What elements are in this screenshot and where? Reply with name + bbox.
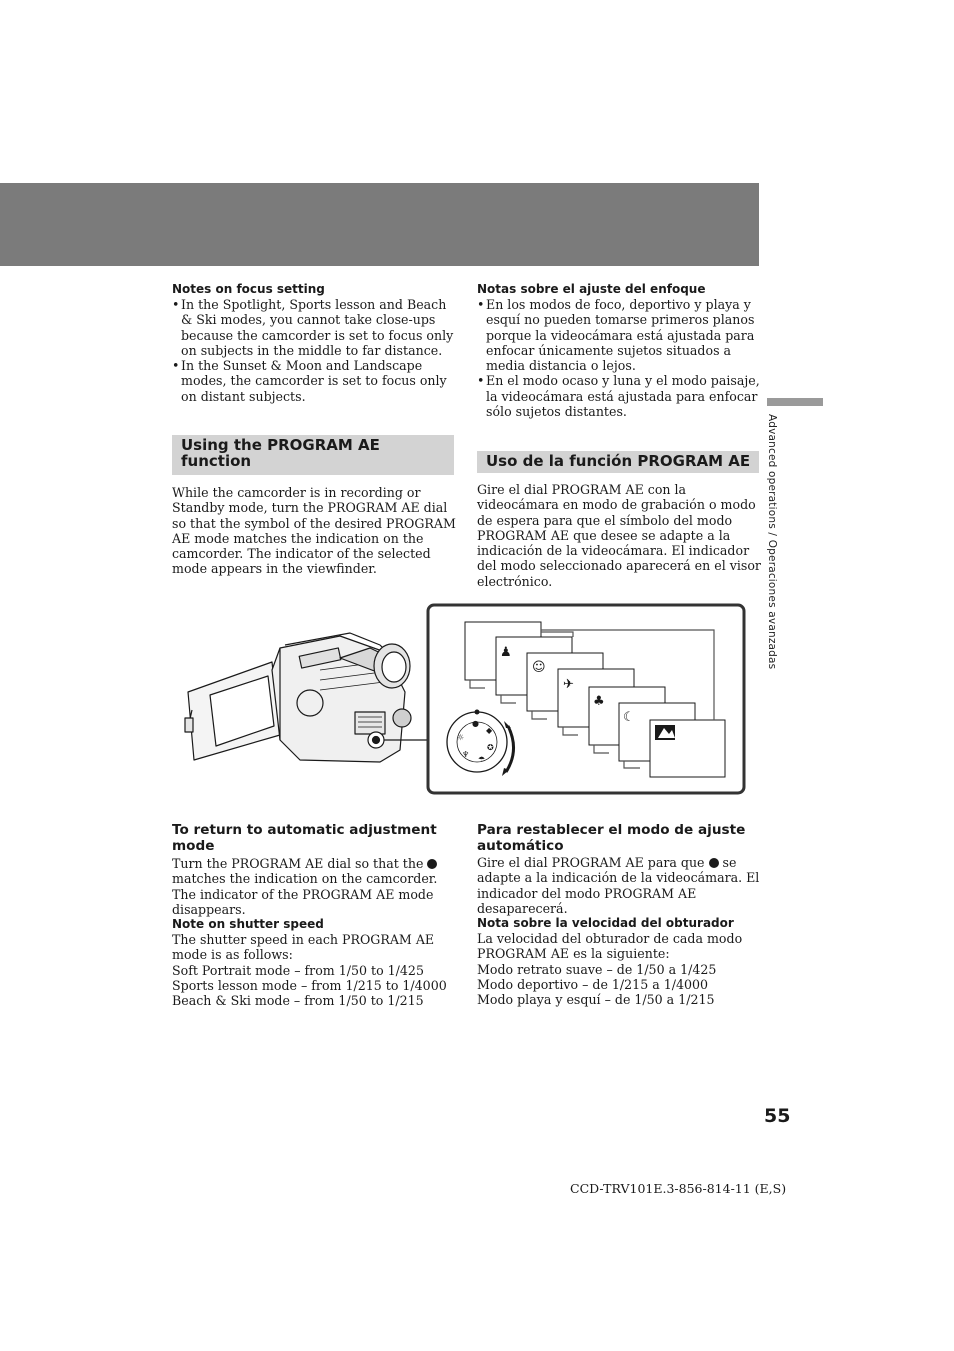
svg-text:♆: ♆	[462, 750, 470, 759]
en-shutter-line: Beach & Ski mode – from 1/50 to 1/215	[172, 993, 424, 1009]
es-focus-notes	[477, 282, 762, 419]
en-focus-note-1: • In the Spotlight, Sports lesson and Beach & Ski modes, you cannot take close-ups because the camcorder is set to focus only on subjects in the middle to far distance.	[172, 297, 456, 358]
svg-text:♟: ♟	[500, 645, 512, 660]
svg-text:✈: ✈	[563, 677, 574, 692]
svg-text:☼: ☼	[457, 733, 465, 742]
en-focus-notes	[172, 282, 456, 404]
en-shutter-note	[172, 917, 456, 1008]
en-shutter-line: Sports lesson mode – from 1/215 to 1/4000	[172, 977, 447, 993]
es-section-body: Gire el dial PROGRAM AE con la videocámara en modo de grabación o modo de espera para que el símbolo del modo PROGRAM AE que desee se adapte a la indicación de la videocámara. El indicador del modo seleccionado aparecerá en el visor electrónico.	[477, 482, 761, 589]
es-shutter-line: Modo playa y esquí – de 1/50 a 1/215	[477, 992, 715, 1008]
en-shutter-title: Note on shutter speed	[172, 917, 324, 931]
header-band	[0, 183, 759, 266]
dial-mark-dot-icon	[709, 858, 719, 868]
footer-model-code: CCD-TRV101E.3-856-814-11 (E,S)	[570, 1181, 787, 1196]
en-shutter-intro: The shutter speed in each PROGRAM AE mode is as follows:	[172, 932, 435, 963]
es-return-body	[477, 855, 762, 916]
svg-text:✪: ✪	[487, 743, 494, 752]
dial-mark-dot-icon	[427, 859, 437, 869]
en-return-body-after: matches the indication on the camcorder. The indicator of the PROGRAM AE mode disappears.	[172, 871, 438, 917]
program-ae-figure	[180, 600, 748, 804]
svg-text:◆: ◆	[486, 726, 493, 735]
es-section-body-block	[477, 482, 762, 589]
page-number: 55	[764, 1105, 791, 1127]
es-focus-note-1: • En los modos de foco, deportivo y playa y esquí no pueden tomarse primeros planos porque la videocámara está ajustada para enfocar únicamente sujetos situados a media distancia o lejos.	[477, 297, 762, 373]
es-return-heading: Para restablecer el modo de ajuste automático	[477, 822, 746, 854]
es-shutter-intro: La velocidad del obturador de cada modo PROGRAM AE es la siguiente:	[477, 931, 743, 962]
en-section-heading: Using the PROGRAM AE function	[172, 435, 454, 475]
es-shutter-note	[477, 916, 762, 1007]
en-return-body	[172, 856, 459, 917]
es-focus-note-2: • En el modo ocaso y luna y el modo paisaje, la videocámara está ajustada para enfocar sólo sujetos distantes.	[477, 373, 762, 419]
en-section-body: While the camcorder is in recording or Standby mode, turn the PROGRAM AE dial so that the symbol of the desired PROGRAM AE mode matches the indication on the camcorder. The indicator of the selected mode appears in the viewfinder.	[172, 485, 456, 577]
es-return-body-after: se adapte a la indicación de la videocámara. El indicador del modo PROGRAM AE desaparecerá.	[477, 855, 760, 916]
svg-text:☂: ☂	[478, 755, 486, 764]
svg-text:♣: ♣	[593, 694, 605, 709]
camcorder-illustration	[180, 600, 748, 800]
en-return-heading: To return to automatic adjustment mode	[172, 822, 437, 854]
en-shutter-line: Soft Portrait mode – from 1/50 to 1/425	[172, 962, 424, 978]
es-return-body-before: Gire el dial PROGRAM AE para que	[477, 855, 705, 870]
svg-text:☺: ☺	[532, 660, 546, 675]
es-focus-notes-title: Notas sobre el ajuste del enfoque	[477, 282, 706, 296]
section-tab-marker	[767, 398, 823, 406]
es-shutter-line: Modo retrato suave – de 1/50 a 1/425	[477, 961, 717, 977]
es-section-heading: Uso de la función PROGRAM AE	[477, 451, 759, 473]
svg-text:●: ●	[472, 719, 479, 728]
en-section-body-block	[172, 485, 456, 577]
es-shutter-title: Nota sobre la velocidad del obturador	[477, 916, 734, 930]
en-focus-notes-title: Notes on focus setting	[172, 282, 325, 296]
svg-text:☾: ☾	[623, 710, 635, 725]
en-focus-note-2: • In the Sunset & Moon and Landscape modes, the camcorder is set to focus only on distant subjects.	[172, 358, 456, 404]
es-shutter-line: Modo deportivo – de 1/215 a 1/4000	[477, 976, 709, 992]
en-return-body-before: Turn the PROGRAM AE dial so that the	[172, 856, 424, 871]
section-side-label: Advanced operations / Operaciones avanzadas	[766, 414, 778, 670]
